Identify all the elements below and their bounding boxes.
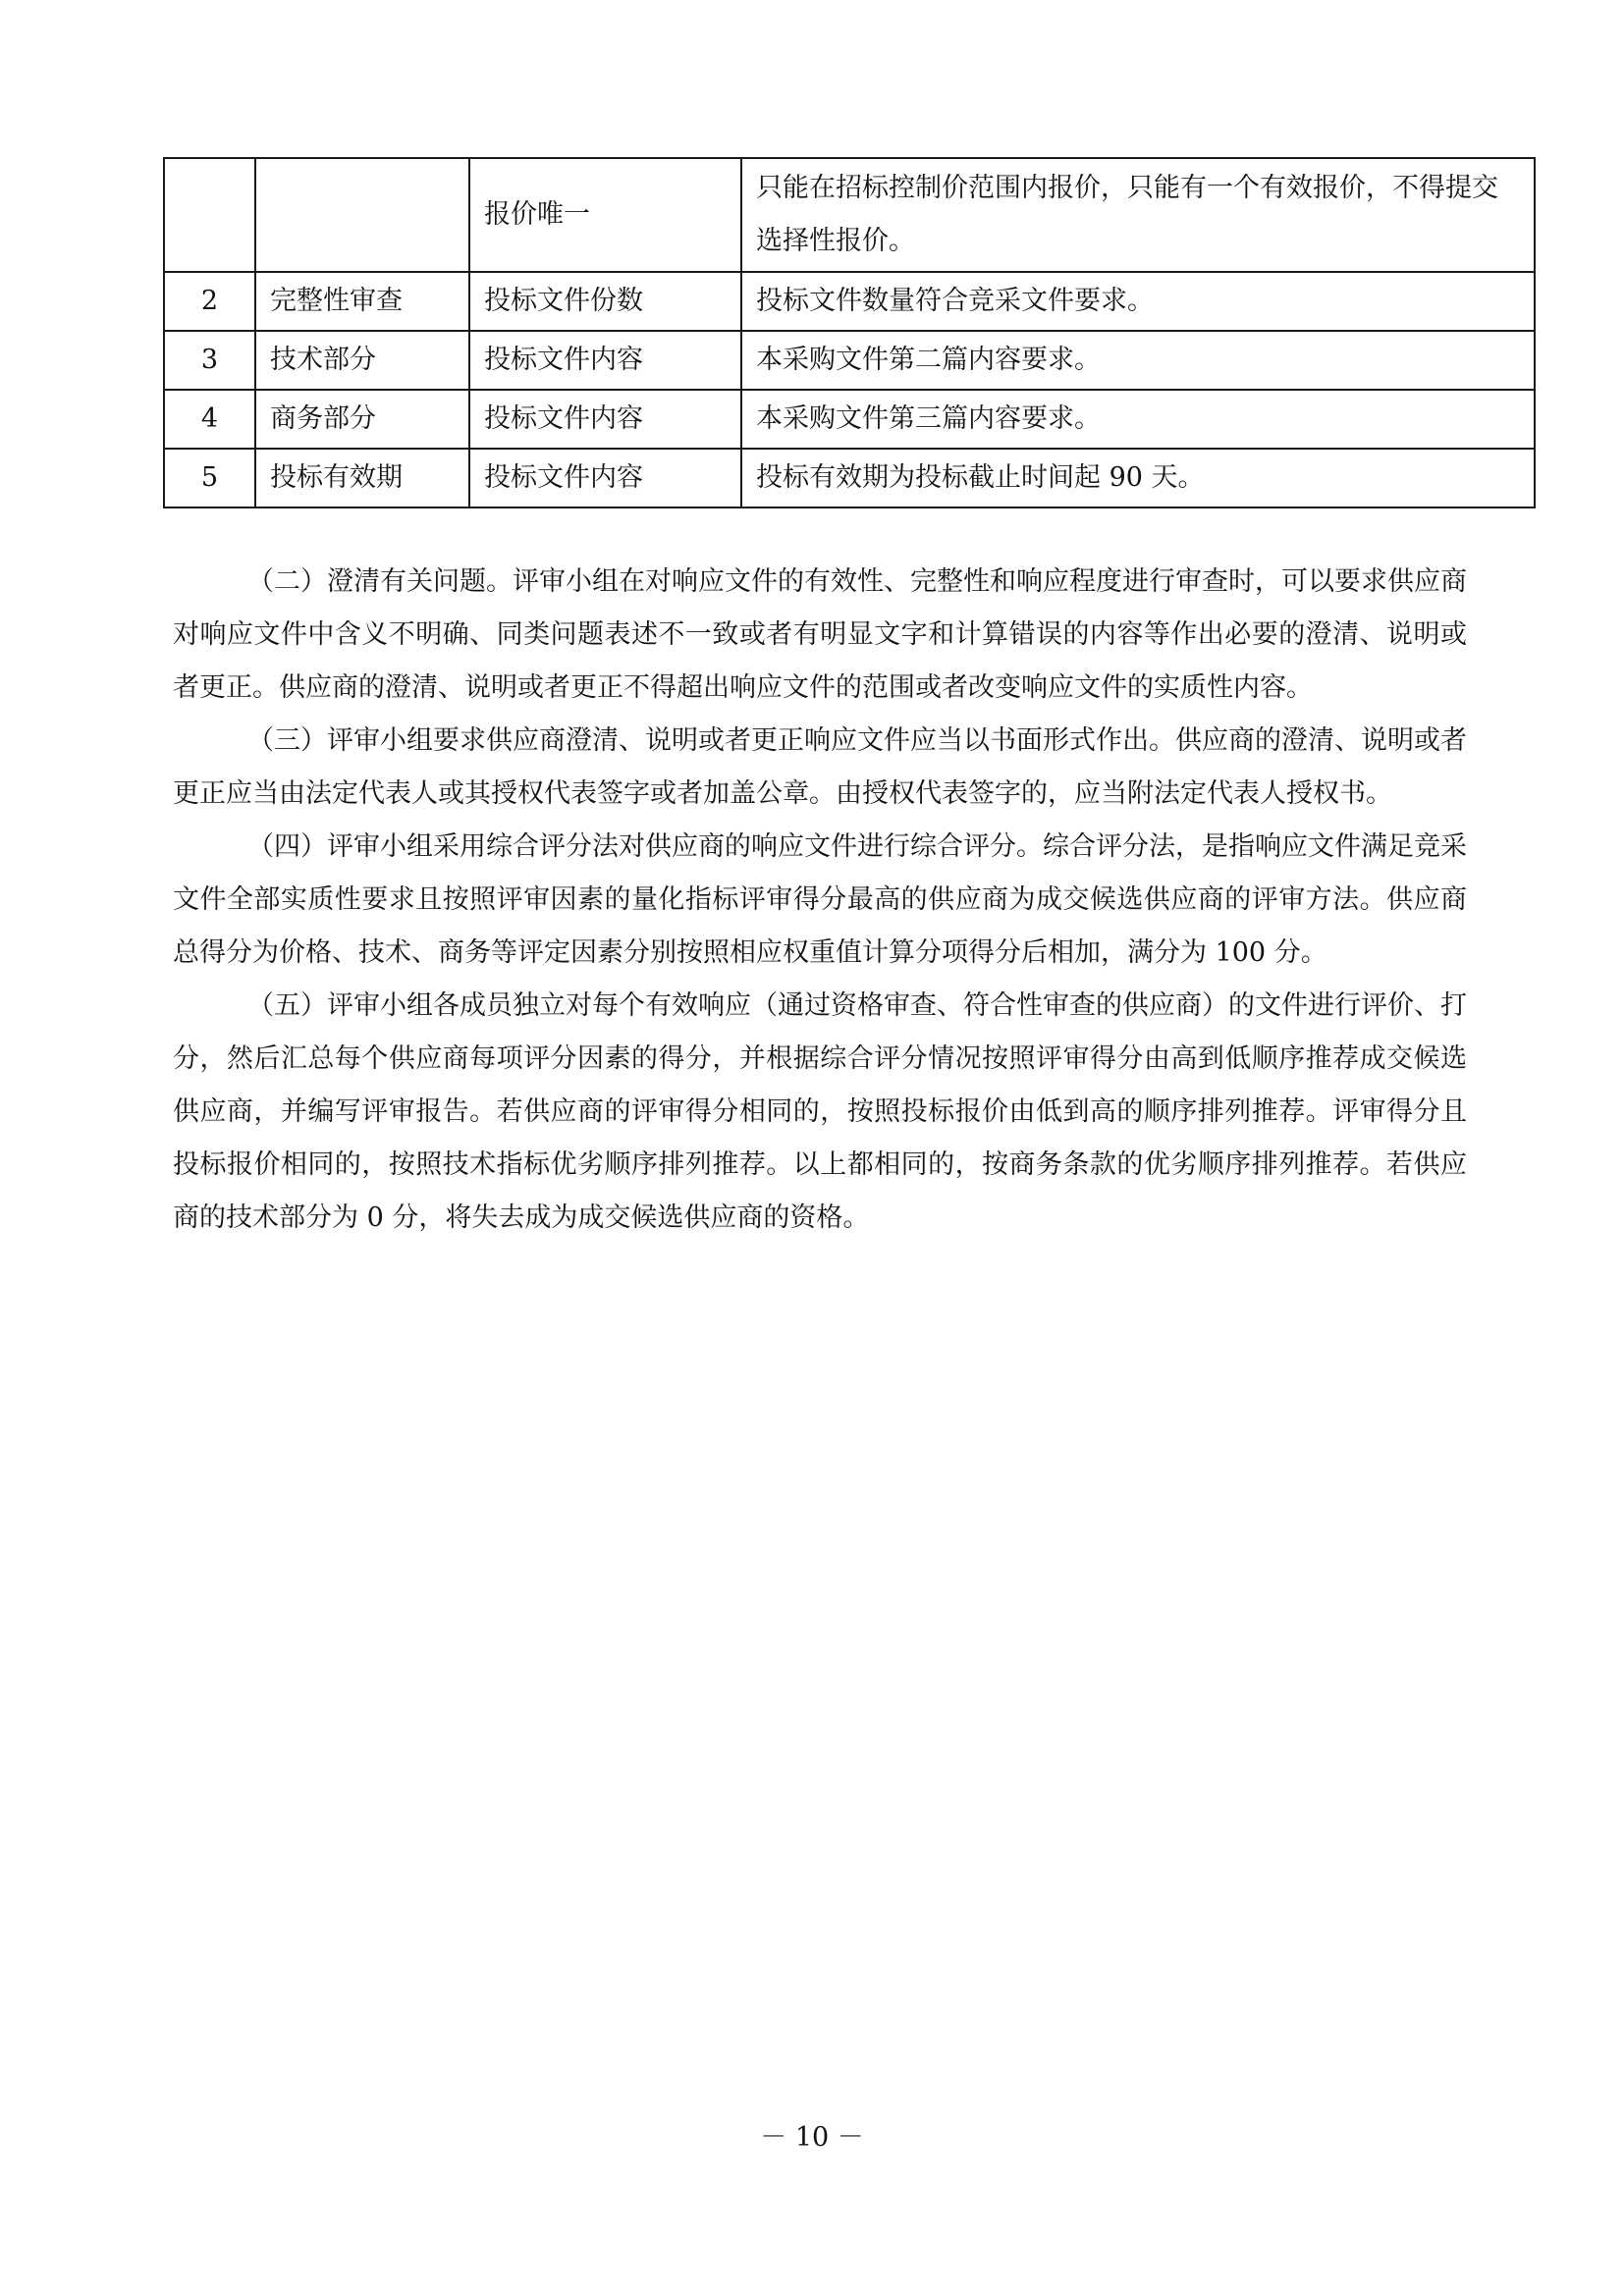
table-row — [164, 390, 1535, 449]
item-cell: 投标文件内容 — [469, 390, 741, 449]
description-cell: 投标有效期为投标截止时间起 90 天。 — [741, 449, 1535, 507]
page-number: － 10 － — [760, 2122, 864, 2153]
paragraph-ranking: （五）评审小组各成员独立对每个有效响应（通过资格审查、符合性审查的供应商）的文件进行评价、打分，然后汇总每个供应商每项评分因素的得分，并根据综合评分情况按照评审得分由高到低顺序推荐成交候选供应商，并编写评审报告。若供应商的评审得分相同的，按照投标报价由低到高的顺序排列推荐。评审得分且投标报价相同的，按照技术指标优劣顺序排列推荐。以上都相同的，按商务条款的优劣顺序排列推荐。若供应商的技术部分为 0 分，将失去成为成交候选供应商的资格。 — [173, 990, 1467, 1233]
description-cell: 投标文件数量符合竞采文件要求。 — [741, 272, 1535, 331]
item-cell: 投标文件内容 — [469, 449, 741, 507]
paragraph-clarification: （二）澄清有关问题。评审小组在对响应文件的有效性、完整性和响应程度进行审查时，可以要求供应商对响应文件中含义不明确、同类问题表述不一致或者有明显文字和计算错误的内容等作出必要的澄清、说明或者更正。供应商的澄清、说明或者更正不得超出响应文件的范围或者改变响应文件的实质性内容。 — [173, 566, 1467, 703]
paragraph-written-form: （三）评审小组要求供应商澄清、说明或者更正响应文件应当以书面形式作出。供应商的澄清、说明或者更正应当由法定代表人或其授权代表签字或者加盖公章。由授权代表签字的，应当附法定代表人授权书。 — [173, 725, 1467, 809]
body-text — [173, 556, 1467, 1245]
category-cell: 商务部分 — [255, 390, 469, 449]
table-row — [164, 158, 1535, 272]
category-cell: 技术部分 — [255, 331, 469, 390]
description-cell: 只能在招标控制价范围内报价，只能有一个有效报价，不得提交选择性报价。 — [741, 158, 1535, 272]
category-cell: 投标有效期 — [255, 449, 469, 507]
table-row — [164, 331, 1535, 390]
item-cell: 投标文件内容 — [469, 331, 741, 390]
category-cell: 完整性审查 — [255, 272, 469, 331]
review-criteria-table — [163, 157, 1536, 508]
paragraph-scoring-method: （四）评审小组采用综合评分法对供应商的响应文件进行综合评分。综合评分法，是指响应文件满足竞采文件全部实质性要求且按照评审因素的量化指标评审得分最高的供应商为成交候选供应商的评审方法。供应商总得分为价格、技术、商务等评定因素分别按照相应权重值计算分项得分后相加，满分为 100 分。 — [173, 831, 1467, 968]
item-cell: 投标文件份数 — [469, 272, 741, 331]
description-cell: 本采购文件第二篇内容要求。 — [741, 331, 1535, 390]
row-number-cell: 3 — [164, 331, 255, 390]
category-cell — [255, 158, 469, 272]
row-number-cell: 5 — [164, 449, 255, 507]
row-number-cell: 4 — [164, 390, 255, 449]
table-row — [164, 449, 1535, 507]
row-number-cell: 2 — [164, 272, 255, 331]
row-number-cell — [164, 158, 255, 272]
description-cell: 本采购文件第三篇内容要求。 — [741, 390, 1535, 449]
table-row — [164, 272, 1535, 331]
item-cell: 报价唯一 — [469, 158, 741, 272]
